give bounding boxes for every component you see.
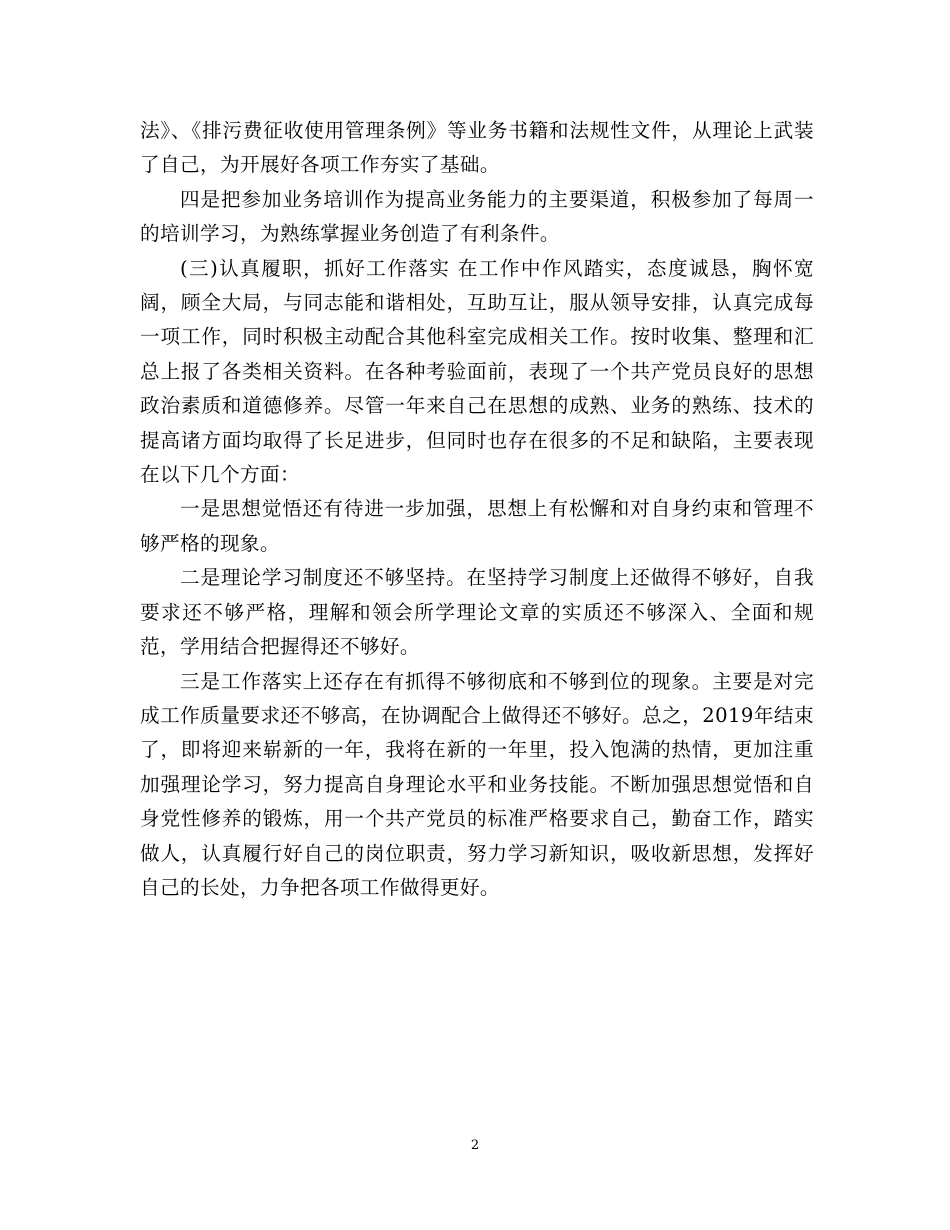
document-body <box>140 114 814 905</box>
paragraph-1: 法》、《排污费征收使用管理条例》等业务书籍和法规性文件，从理论上武装了自己，为开展好各项工作夯实了基础。 <box>140 119 814 177</box>
paragraph-3: (三)认真履职，抓好工作落实 在工作中作风踏实，态度诚恳，胸怀宽阔，顾全大局，与同志能和谐相处，互助互让，服从领导安排，认真完成每一项工作，同时积极主动配合其他科室完成相关工作。按时收集、整理和汇总上报了各类相关资料。在各种考验面前，表现了一个共产党员良好的思想政治素质和道德修养。尽管一年来自己在思想的成熟、业务的熟练、技术的提高诸方面均取得了长足进步，但同时也存在很多的不足和缺陷，主要表现在以下几个方面： <box>140 256 814 487</box>
paragraph-5: 二是理论学习制度还不够坚持。在坚持学习制度上还做得不够好，自我要求还不够严格，理解和领会所学理论文章的实质还不够深入、全面和规范，学用结合把握得还不够好。 <box>140 566 814 659</box>
paragraph-4: 一是思想觉悟还有待进一步加强，思想上有松懈和对自身约束和管理不够严格的现象。 <box>140 497 814 555</box>
paragraph-6: 三是工作落实上还存在有抓得不够彻底和不够到位的现象。主要是对完成工作质量要求还不够高，在协调配合上做得还不够好。总之，2019年结束了，即将迎来崭新的一年，我将在新的一年里，投入饱满的热情，更加注重加强理论学习，努力提高自身理论水平和业务技能。不断加强思想觉悟和自身党性修养的锻炼，用一个共产党员的标准严格要求自己，勤奋工作，踏实做人，认真履行好自己的岗位职责，努力学习新知识，吸收新思想，发挥好自己的长处，力争把各项工作做得更好。 <box>140 669 814 899</box>
page-number: 2 <box>470 1138 480 1153</box>
paragraph-2: 四是把参加业务培训作为提高业务能力的主要渠道，积极参加了每周一的培训学习，为熟练掌握业务创造了有利条件。 <box>140 187 814 246</box>
